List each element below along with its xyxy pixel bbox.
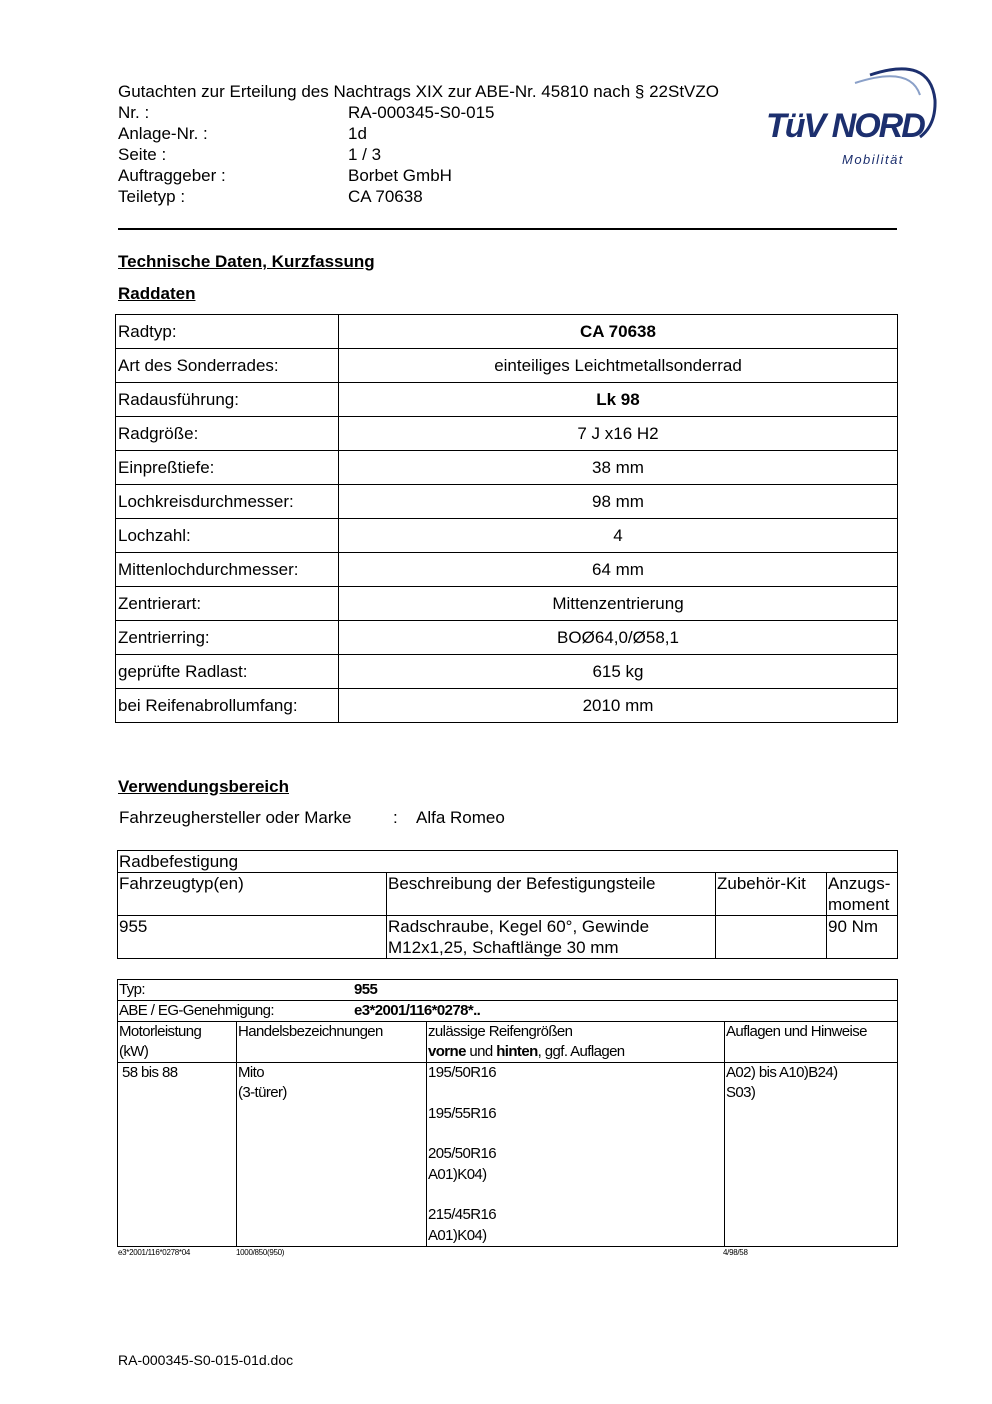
raddaten-label: Art des Sonderrades: bbox=[116, 349, 339, 383]
header-row-teiletyp: Teiletyp : CA 70638 bbox=[118, 187, 423, 206]
abe-label: ABE / EG-Genehmigung: bbox=[119, 1002, 274, 1019]
tyre-sizes-cell bbox=[427, 1063, 725, 1247]
typ-table bbox=[117, 979, 898, 1247]
tyre-note: A01)K04) bbox=[428, 1165, 487, 1183]
table-row bbox=[118, 980, 898, 1001]
typ-label: Typ: bbox=[119, 981, 145, 998]
table-footnote-abe: e3*2001/116*0278*04 bbox=[118, 1248, 191, 1257]
table-cell: 90 Nm bbox=[827, 916, 898, 959]
section-heading-raddaten: Raddaten bbox=[118, 284, 196, 303]
raddaten-label: Mittenlochdurchmesser: bbox=[116, 553, 339, 587]
table-row bbox=[116, 349, 898, 383]
table-row bbox=[116, 485, 898, 519]
header-cell: Anzugs- moment bbox=[827, 873, 898, 916]
table-cell: Radschraube, Kegel 60°, Gewinde M12x1,25, Schaftlänge 30 mm bbox=[387, 916, 716, 959]
raddaten-label: Radausführung: bbox=[116, 383, 339, 417]
table-row bbox=[118, 873, 898, 916]
table-row bbox=[118, 851, 898, 873]
header-row-auftraggeber: Auftraggeber : Borbet GmbH bbox=[118, 166, 452, 185]
tyre-size: 195/55R16 bbox=[428, 1104, 496, 1122]
table-cell: A02) bis A10)B24) S03) bbox=[725, 1063, 898, 1247]
table-row bbox=[118, 916, 898, 959]
logo-brand: TüV NORD bbox=[766, 107, 924, 145]
table-cell bbox=[716, 916, 827, 959]
table-footnote-values: 1000/850(950) bbox=[236, 1248, 285, 1257]
hersteller-separator: : bbox=[393, 808, 398, 827]
raddaten-label: Radtyp: bbox=[116, 315, 339, 349]
header-cell: Zubehör-Kit bbox=[716, 873, 827, 916]
raddaten-label: Einpreßtiefe: bbox=[116, 451, 339, 485]
table-row bbox=[118, 1001, 898, 1022]
raddaten-value: 4 bbox=[339, 519, 898, 553]
raddaten-label: Lochzahl: bbox=[116, 519, 339, 553]
header-cell: Motorleistung (kW) bbox=[118, 1022, 237, 1063]
raddaten-value: 7 J x16 H2 bbox=[339, 417, 898, 451]
hersteller-line bbox=[119, 808, 351, 828]
tyre-note: A01)K04) bbox=[428, 1226, 487, 1244]
table-footnote-code: 4/98/58 bbox=[723, 1248, 748, 1257]
section-heading-verwendungsbereich: Verwendungsbereich bbox=[118, 777, 289, 796]
raddaten-value: 2010 mm bbox=[339, 689, 898, 723]
table-row bbox=[116, 655, 898, 689]
header-cell: Fahrzeugtyp(en) bbox=[118, 873, 387, 916]
raddaten-value: BOØ64,0/Ø58,1 bbox=[339, 621, 898, 655]
raddaten-value: 615 kg bbox=[339, 655, 898, 689]
table-row bbox=[118, 1022, 898, 1063]
header-cell: Handelsbezeichnungen bbox=[237, 1022, 427, 1063]
header-row-seite: Seite : 1 / 3 bbox=[118, 145, 382, 164]
raddaten-value: 38 mm bbox=[339, 451, 898, 485]
table-row bbox=[116, 621, 898, 655]
header-row-anlage: Anlage-Nr. : 1d bbox=[118, 124, 367, 143]
raddaten-label: Zentrierart: bbox=[116, 587, 339, 621]
footer-filename: RA-000345-S0-015-01d.doc bbox=[118, 1352, 294, 1368]
radbefestigung-title: Radbefestigung bbox=[118, 851, 898, 873]
raddaten-label: Zentrierring: bbox=[116, 621, 339, 655]
table-row bbox=[116, 553, 898, 587]
abe-value: e3*2001/116*0278*.. bbox=[354, 1002, 481, 1019]
table-row bbox=[116, 689, 898, 723]
table-row bbox=[116, 451, 898, 485]
raddaten-value: Mittenzentrierung bbox=[339, 587, 898, 621]
raddaten-table bbox=[115, 314, 898, 723]
tyre-size: 205/50R16 bbox=[428, 1145, 496, 1162]
typ-row bbox=[118, 980, 898, 1001]
header-divider bbox=[118, 228, 897, 230]
table-row bbox=[116, 417, 898, 451]
table-cell: 955 bbox=[118, 916, 387, 959]
typ-value: 955 bbox=[354, 981, 378, 998]
logo-subtitle: Mobilität bbox=[842, 152, 904, 167]
header-cell: Auflagen und Hinweise bbox=[725, 1022, 898, 1063]
raddaten-label: Radgröße: bbox=[116, 417, 339, 451]
header-cell: Beschreibung der Befestigungsteile bbox=[387, 873, 716, 916]
header-cell: zulässige Reifengrößen vorne und hinten, ggf. Auflagen bbox=[427, 1022, 725, 1063]
table-row bbox=[116, 519, 898, 553]
tuv-nord-logo bbox=[760, 55, 945, 175]
raddaten-value: 98 mm bbox=[339, 485, 898, 519]
raddaten-label: Lochkreisdurchmesser: bbox=[116, 485, 339, 519]
raddaten-label: bei Reifenabrollumfang: bbox=[116, 689, 339, 723]
table-cell: 58 bis 88 bbox=[118, 1063, 237, 1247]
raddaten-value: einteiliges Leichtmetallsonderrad bbox=[339, 349, 898, 383]
raddaten-value: Lk 98 bbox=[339, 383, 898, 417]
hersteller-value: Alfa Romeo bbox=[416, 808, 505, 827]
table-row bbox=[116, 587, 898, 621]
tyre-size: 195/50R16 bbox=[428, 1064, 496, 1081]
table-cell: Mito (3-türer) bbox=[237, 1063, 427, 1247]
hersteller-label: Fahrzeughersteller oder Marke bbox=[119, 808, 352, 827]
raddaten-label: geprüfte Radlast: bbox=[116, 655, 339, 689]
tyre-size: 215/45R16 bbox=[428, 1206, 496, 1223]
radbefestigung-table bbox=[117, 850, 898, 959]
section-heading-technische-daten: Technische Daten, Kurzfassung bbox=[118, 252, 375, 271]
raddaten-value: CA 70638 bbox=[339, 315, 898, 349]
raddaten-value: 64 mm bbox=[339, 553, 898, 587]
header-row-nr: Nr. : RA-000345-S0-015 bbox=[118, 103, 495, 122]
table-row bbox=[118, 1063, 898, 1247]
header-block bbox=[118, 81, 719, 207]
document-title: Gutachten zur Erteilung des Nachtrags XIX zur ABE-Nr. 45810 nach § 22StVZO bbox=[118, 82, 719, 101]
table-row bbox=[116, 383, 898, 417]
table-row bbox=[116, 315, 898, 349]
abe-row bbox=[118, 1001, 898, 1022]
